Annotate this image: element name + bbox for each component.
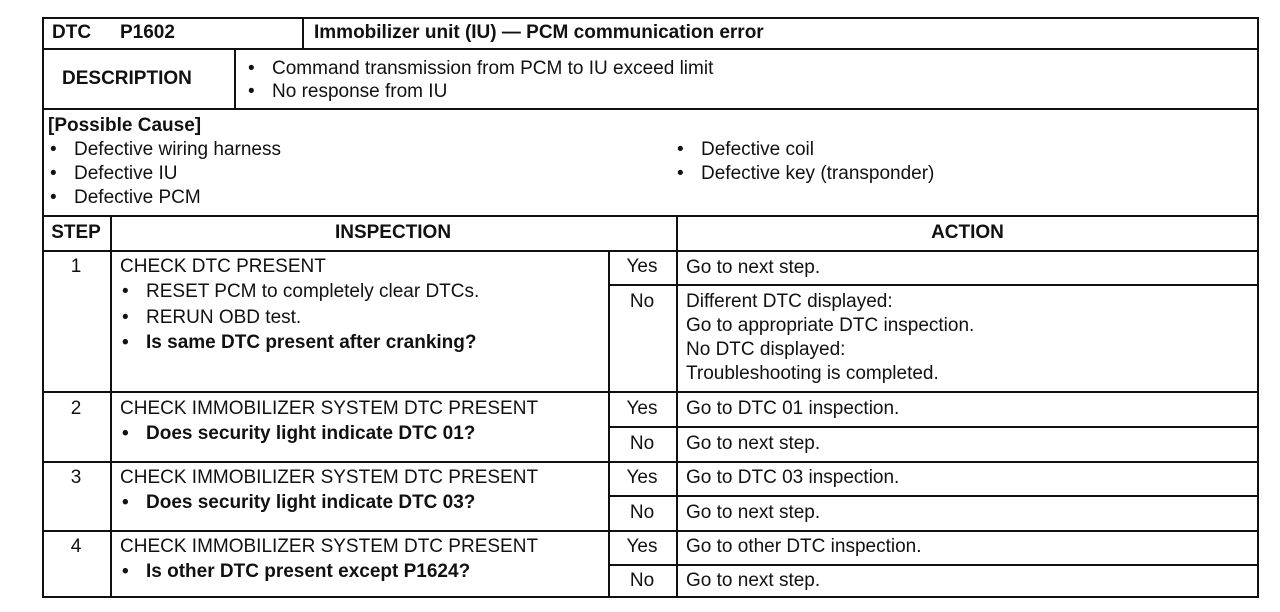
step-title: CHECK IMMOBILIZER SYSTEM DTC PRESENT <box>120 467 539 488</box>
dtc-code: P1602 <box>120 22 175 43</box>
step-title: CHECK IMMOBILIZER SYSTEM DTC PRESENT <box>120 398 539 419</box>
no-label: No <box>629 291 655 312</box>
step-number: 1 <box>70 256 82 277</box>
divider <box>42 530 1259 532</box>
dtc-title: Immobilizer unit (IU) — PCM communication error <box>314 22 764 43</box>
divider <box>608 495 1259 497</box>
possible-cause-item: • Defective coil <box>677 139 814 161</box>
divider <box>608 284 1259 286</box>
yes-action: Go to DTC 01 inspection. <box>686 398 900 419</box>
divider <box>302 17 304 49</box>
step-bullet: • Is same DTC present after cranking? <box>122 332 477 354</box>
step-bullet: • Does security light indicate DTC 03? <box>122 492 475 514</box>
divider <box>608 426 1259 428</box>
possible-cause-heading: [Possible Cause] <box>48 115 202 136</box>
no-action-line: Go to appropriate DTC inspection. <box>686 315 975 336</box>
yes-action: Go to DTC 03 inspection. <box>686 467 900 488</box>
divider <box>42 108 1259 110</box>
divider <box>42 250 1259 252</box>
divider <box>110 215 112 598</box>
step-number: 3 <box>70 467 82 488</box>
possible-cause-item: • Defective IU <box>50 163 177 185</box>
step-bullet: • RESET PCM to completely clear DTCs. <box>122 281 479 303</box>
step-title: CHECK IMMOBILIZER SYSTEM DTC PRESENT <box>120 536 539 557</box>
dtc-troubleshooting-sheet <box>42 17 1259 598</box>
action-column-header: ACTION <box>931 222 1004 243</box>
divider <box>608 564 1259 566</box>
yes-action: Go to other DTC inspection. <box>686 536 922 557</box>
step-title: CHECK DTC PRESENT <box>120 256 326 277</box>
step-number: 2 <box>70 398 82 419</box>
yes-label: Yes <box>626 398 658 419</box>
yes-label: Yes <box>626 467 658 488</box>
step-bullet: • Is other DTC present except P1624? <box>122 561 470 583</box>
divider <box>42 461 1259 463</box>
step-number: 4 <box>70 536 82 557</box>
divider <box>42 48 1259 50</box>
yes-label: Yes <box>626 536 658 557</box>
possible-cause-item: • Defective PCM <box>50 187 201 209</box>
step-bullet: • RERUN OBD test. <box>122 307 301 329</box>
step-bullet: • Does security light indicate DTC 01? <box>122 423 475 445</box>
no-action-line: Different DTC displayed: <box>686 291 893 312</box>
no-label: No <box>629 502 655 523</box>
no-action-line: Go to next step. <box>686 570 821 591</box>
yes-action: Go to next step. <box>686 257 821 278</box>
dtc-label: DTC <box>52 22 92 43</box>
no-action-line: No DTC displayed: <box>686 339 846 360</box>
no-action-line: Go to next step. <box>686 502 821 523</box>
possible-cause-item: • Defective wiring harness <box>50 139 281 161</box>
divider <box>42 391 1259 393</box>
yes-label: Yes <box>626 256 658 277</box>
no-action-line: Go to next step. <box>686 433 821 454</box>
possible-cause-item: • Defective key (transponder) <box>677 163 934 185</box>
no-action-line: Troubleshooting is completed. <box>686 363 939 384</box>
description-item: • No response from IU <box>248 81 447 103</box>
divider <box>676 215 678 598</box>
no-label: No <box>629 433 655 454</box>
no-label: No <box>629 570 655 591</box>
divider <box>234 48 236 109</box>
step-column-header: STEP <box>51 222 101 243</box>
inspection-column-header: INSPECTION <box>334 222 452 243</box>
description-item: • Command transmission from PCM to IU exceed limit <box>248 58 713 80</box>
divider <box>42 215 1259 217</box>
description-label: DESCRIPTION <box>62 68 192 89</box>
